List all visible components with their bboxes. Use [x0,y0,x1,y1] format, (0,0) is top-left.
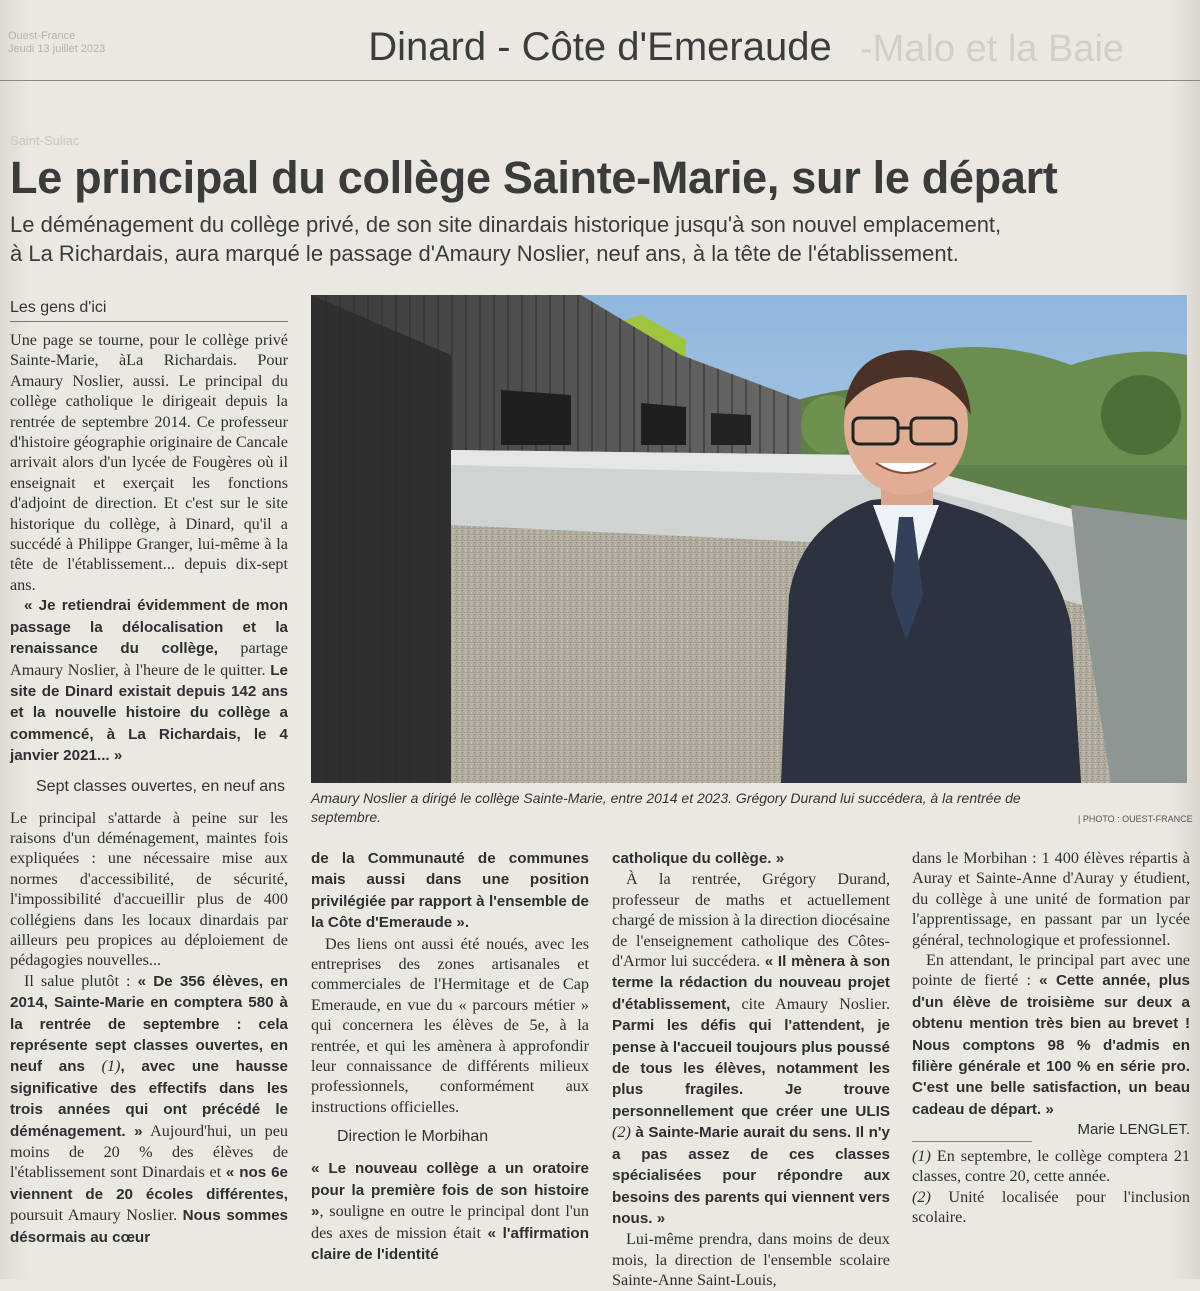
photo-principal-on-rooftop [311,295,1187,783]
paragraph-pride: En attendant, le principal part avec une pointe de fierté : « Cette année, plus d'un élève de troisième sur deux a obtenu mention très bien au brevet ! Nous comptons 98 % d'admis en filière générale et 100 % en série pro. C'est une belle satisfaction, un beau cadeau de départ. » [912,951,1191,1118]
section-title: Dinard - Côte d'Emeraude [368,25,832,69]
subheading-classes: Sept classes ouvertes, en neuf ans [36,777,286,795]
bleed-through-header-right: -Malo et la Baie [860,28,1125,70]
rubric-underline [10,321,288,322]
section-divider [0,80,1200,81]
article-photo [311,295,1187,783]
footnote-2: (2) Unité localisée pour l'inclusion scolaire. [912,1187,1190,1226]
subheading-morbihan: Direction le Morbihan [337,1128,489,1146]
article-column-1 [10,330,288,1248]
standfirst-line-2: à La Richardais, aura marqué le passage d'Amaury Noslier, neuf ans, à la tête de l'établissement. [10,241,959,266]
running-head-day: Jeudi 13 juillet 2023 [8,43,106,55]
paragraph-community: de la Communauté de communes mais aussi dans une position privilégiée par rapport à l'ensemble de la Côte d'Emeraude ». [311,850,589,932]
article-headline: Le principal du collège Sainte-Marie, sur le départ [10,152,1058,203]
article-column-4 [912,848,1190,1227]
footnote-1: (1) En septembre, le collège comptera 21 classes, contre 20, cette année. [912,1146,1190,1186]
author-signature: Marie LENGLET. [1077,1121,1190,1139]
article-column-2 [311,848,589,1265]
article-standfirst [10,210,1200,268]
paragraph-successor: À la rentrée, Grégory Durand, professeur de maths et actuellement chargé de mission à la direction diocésaine de l'enseignement catholique des Côtes-d'Armor lui succédera. « Il mènera à son terme la rédaction du nouveau projet d'établissement, cite Amaury Noslier. Parmi les défis qui l'attendent, je pense à l'accueil toujours plus poussé de tous les élèves, notamment les plus fragiles. Je trouve personnellement que créer une ULIS (2) à Sainte-Marie aurait du sens. Il n'y a pas assez de ces classes spécialisées pour répondre aux besoins des parents qui viennent vers nous. » [612,870,890,1227]
photo-credit: | PHOTO : OUEST-FRANCE [1078,814,1193,824]
photo-caption: Amaury Noslier a dirigé le collège Sainte-Marie, entre 2014 et 2023. Grégory Durand lui succédera, à la rentrée de septembre. [311,790,1021,825]
footnote-rule [912,1141,1032,1142]
paragraph-next-post: Lui-même prendra, dans moins de deux mois, la direction de l'ensemble scolaire Sainte-Anne Saint-Louis, [612,1230,890,1290]
bleed-through-text-left: Saint-Suliac [10,133,80,148]
paragraph-auray: dans le Morbihan : 1 400 élèves répartis à Auray et Sainte-Anne d'Auray y étudient, du collège à une unité de formation par l'apprentissage, en passant par un lycée général, technologique et professionnel. [912,849,1190,949]
paragraph-figures: Il salue plutôt : « De 356 élèves, en 2014, Sainte-Marie en comptera 580 à la rentrée de septembre : cela représente sept classes ouvertes, en neuf ans (1), avec une hausse significative des effectifs dans les trois années qui ont précédé le déménagement. » Aujourd'hui, un peu moins de 20 % des élèves de l'établissement sont Dinardais et « nos 6e viennent de 20 écoles différentes, poursuit Amaury Noslier. Nous sommes désormais au cœur [10,971,289,1246]
paragraph-catholic: catholique du collège. » [612,850,785,867]
footnotes [912,1141,1190,1228]
paragraph-reasons: Le principal s'attarde à peine sur les raisons d'un déménagement, maintes fois expliquées : une nécessaire mise aux normes d'accessibilité, de sécurité, l'impossibilité d'accueillir plus de 400 collégiens dans les locaux dinardais par ailleurs peu propices au déploiement de pédagogies nouvelles... [10,808,288,970]
article-column-3 [612,848,890,1291]
running-head-paper: Ouest-France [8,30,76,42]
rubric-label: Les gens d'ici [10,299,107,316]
standfirst-line-1: Le déménagement du collège privé, de son site dinardais historique jusqu'à son nouvel emplacement, [10,212,1002,237]
paragraph-quote: « Je retiendrai évidemment de mon passage la délocalisation et la renaissance du collège, partage Amaury Noslier, à l'heure de le quitter. Le site de Dinard existait depuis 142 ans et la nouvelle histoire du collège a commencé, à La Richardais, le 4 janvier 2021... » [10,597,288,765]
paragraph-intro: Une page se tourne, pour le collège privé Sainte-Marie, àLa Richardais. Pour Amaury Noslier, aussi. Le principal du collège catholique le dirigeait depuis la rentrée de septembre 2014. Ce professeur d'histoire géographie originaire de Cancale arrivait alors d'un lycée de Fougères où il enseignait et exerçait les fonctions d'adjoint de direction. Et c'est sur le site historique du collège, à Dinard, qu'il a succédé à Philippe Granger, lui-même à la tête de l'établissement... depuis dix-sept ans. [10,331,288,594]
paragraph-oratory: « Le nouveau collège a un oratoire pour la première fois de son histoire », souligne en outre le principal dont l'un des axes de mission était « l'affirmation claire de l'identité [311,1160,589,1263]
paragraph-links: Des liens ont aussi été noués, avec les entreprises des zones artisanales et commerciales de l'Hermitage et de Cap Emeraude, en vue du « parcours métier » qui concernera les élèves de 5e, à la rentrée, et qui les amènera à approfondir leur connaissance de différents milieux professionnels, conformément aux instructions officielles. [311,934,589,1116]
